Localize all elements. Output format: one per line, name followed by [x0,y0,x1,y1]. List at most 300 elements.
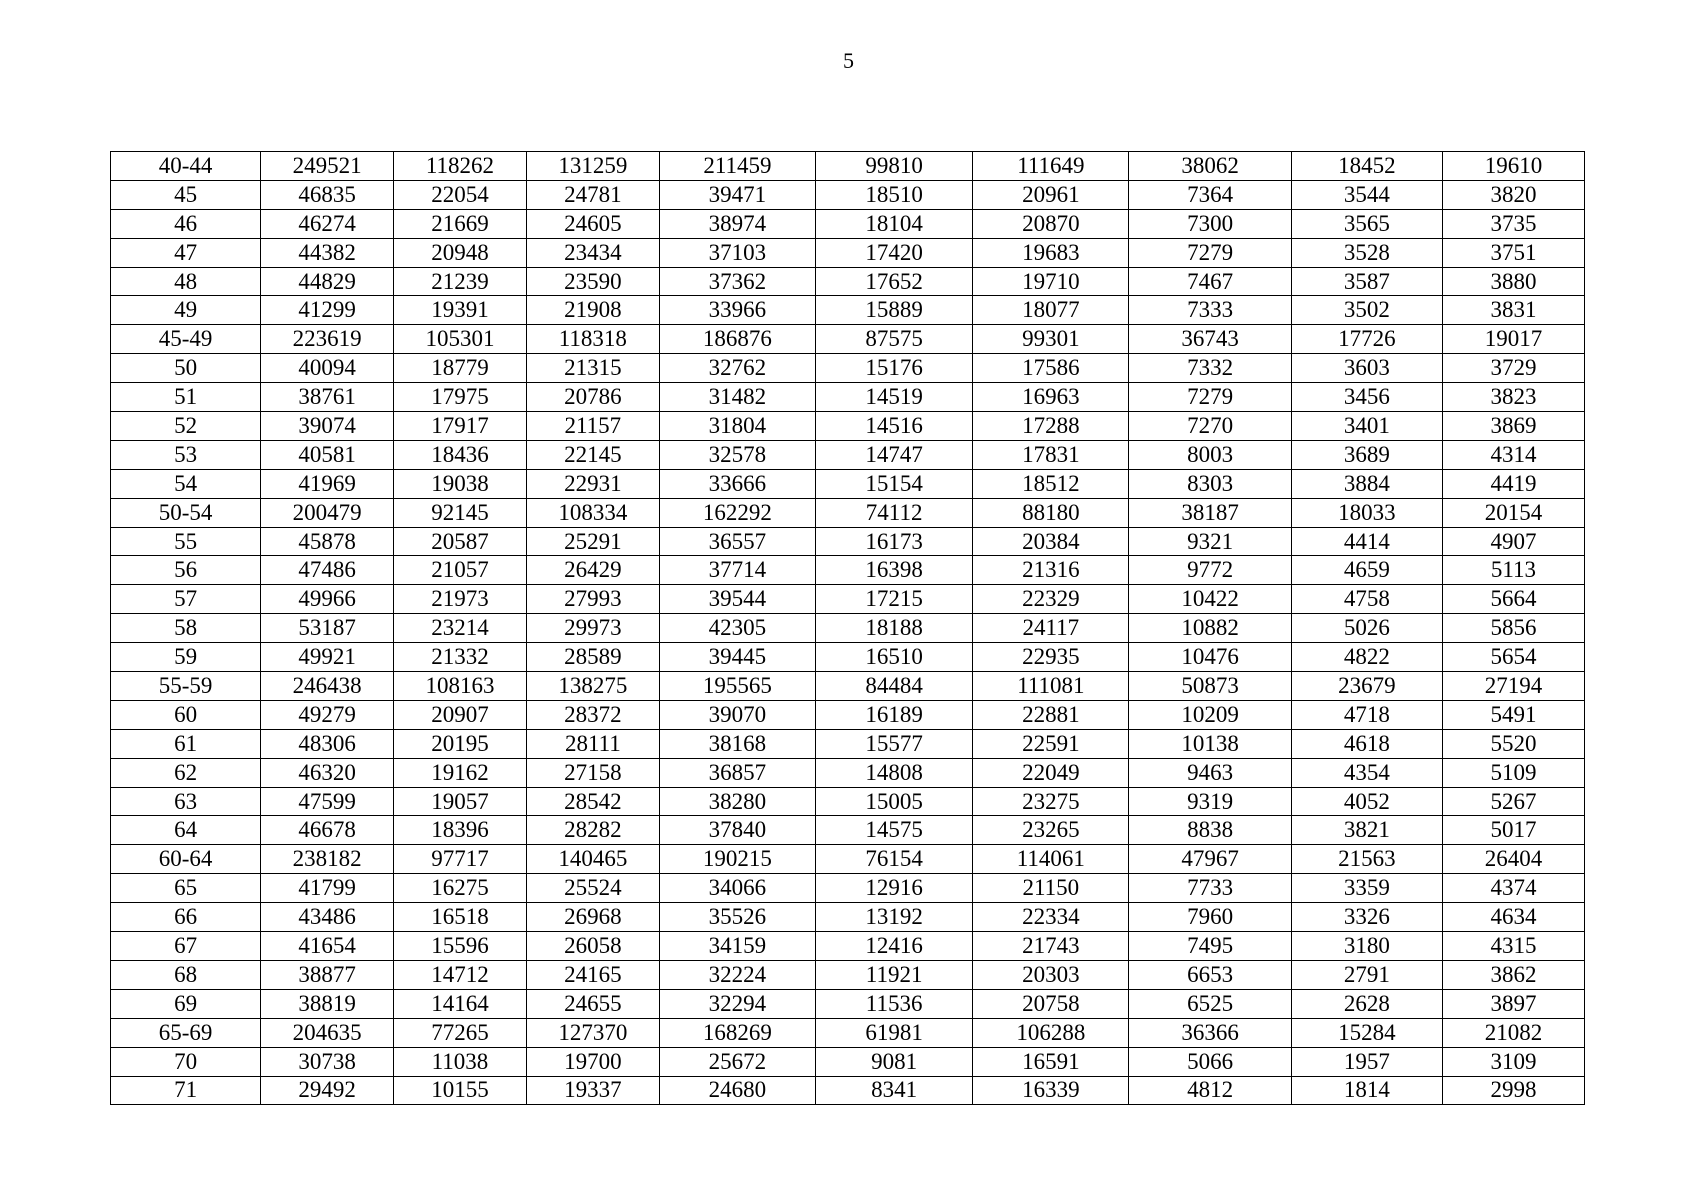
value-cell: 31482 [659,383,815,412]
value-cell: 7300 [1129,209,1291,238]
value-cell: 3831 [1442,296,1584,325]
value-cell: 3565 [1291,209,1442,238]
value-cell: 19337 [526,1076,659,1105]
value-cell: 10476 [1129,643,1291,672]
value-cell: 9463 [1129,758,1291,787]
value-cell: 19683 [973,238,1129,267]
value-cell: 4419 [1442,469,1584,498]
value-cell: 24781 [526,180,659,209]
value-cell: 40094 [261,354,394,383]
table-row [111,729,1585,758]
value-cell: 4354 [1291,758,1442,787]
value-cell: 3544 [1291,180,1442,209]
value-cell: 76154 [816,845,973,874]
value-cell: 18396 [394,816,527,845]
value-cell: 16963 [973,383,1129,412]
value-cell: 9081 [816,1047,973,1076]
value-cell: 24655 [526,989,659,1018]
age-cell: 60-64 [111,845,261,874]
value-cell: 32224 [659,960,815,989]
value-cell: 41654 [261,932,394,961]
age-cell: 71 [111,1076,261,1105]
value-cell: 23214 [394,614,527,643]
age-cell: 49 [111,296,261,325]
value-cell: 38280 [659,787,815,816]
value-cell: 16510 [816,643,973,672]
value-cell: 19038 [394,469,527,498]
value-cell: 24117 [973,614,1129,643]
value-cell: 16398 [816,556,973,585]
value-cell: 9772 [1129,556,1291,585]
value-cell: 5654 [1442,643,1584,672]
value-cell: 21669 [394,209,527,238]
value-cell: 17215 [816,585,973,614]
value-cell: 4822 [1291,643,1442,672]
value-cell: 20195 [394,729,527,758]
value-cell: 24165 [526,960,659,989]
value-cell: 6525 [1129,989,1291,1018]
table-row [111,383,1585,412]
value-cell: 42305 [659,614,815,643]
table-row [111,1047,1585,1076]
value-cell: 16173 [816,527,973,556]
table-row [111,267,1585,296]
value-cell: 21082 [1442,1018,1584,1047]
value-cell: 22049 [973,758,1129,787]
value-cell: 21973 [394,585,527,614]
value-cell: 97717 [394,845,527,874]
value-cell: 39544 [659,585,815,614]
value-cell: 3180 [1291,932,1442,961]
value-cell: 1957 [1291,1047,1442,1076]
value-cell: 3820 [1442,180,1584,209]
value-cell: 23590 [526,267,659,296]
value-cell: 28111 [526,729,659,758]
value-cell: 14808 [816,758,973,787]
value-cell: 29492 [261,1076,394,1105]
value-cell: 4052 [1291,787,1442,816]
value-cell: 10155 [394,1076,527,1105]
value-cell: 21057 [394,556,527,585]
value-cell: 18077 [973,296,1129,325]
value-cell: 16518 [394,903,527,932]
value-cell: 20907 [394,700,527,729]
value-cell: 14164 [394,989,527,1018]
value-cell: 3359 [1291,874,1442,903]
value-cell: 15889 [816,296,973,325]
value-cell: 22935 [973,643,1129,672]
value-cell: 3884 [1291,469,1442,498]
value-cell: 26968 [526,903,659,932]
age-cell: 65 [111,874,261,903]
age-cell: 54 [111,469,261,498]
value-cell: 108163 [394,672,527,701]
value-cell: 5113 [1442,556,1584,585]
value-cell: 28282 [526,816,659,845]
age-cell: 48 [111,267,261,296]
value-cell: 190215 [659,845,815,874]
table-row [111,614,1585,643]
value-cell: 28542 [526,787,659,816]
value-cell: 41799 [261,874,394,903]
value-cell: 49966 [261,585,394,614]
value-cell: 19162 [394,758,527,787]
table-row [111,960,1585,989]
value-cell: 8838 [1129,816,1291,845]
value-cell: 22329 [973,585,1129,614]
value-cell: 20587 [394,527,527,556]
value-cell: 168269 [659,1018,815,1047]
age-cell: 55 [111,527,261,556]
value-cell: 77265 [394,1018,527,1047]
value-cell: 20961 [973,180,1129,209]
value-cell: 19610 [1442,152,1584,181]
age-cell: 60 [111,700,261,729]
value-cell: 7960 [1129,903,1291,932]
value-cell: 5017 [1442,816,1584,845]
age-cell: 65-69 [111,1018,261,1047]
value-cell: 46678 [261,816,394,845]
value-cell: 4314 [1442,440,1584,469]
value-cell: 9321 [1129,527,1291,556]
table-row [111,758,1585,787]
value-cell: 22145 [526,440,659,469]
value-cell: 61981 [816,1018,973,1047]
value-cell: 21332 [394,643,527,672]
age-cell: 50-54 [111,498,261,527]
value-cell: 7279 [1129,383,1291,412]
value-cell: 15005 [816,787,973,816]
value-cell: 29973 [526,614,659,643]
value-cell: 38877 [261,960,394,989]
value-cell: 118318 [526,325,659,354]
value-cell: 23275 [973,787,1129,816]
value-cell: 20758 [973,989,1129,1018]
value-cell: 37714 [659,556,815,585]
value-cell: 44829 [261,267,394,296]
value-cell: 49279 [261,700,394,729]
value-cell: 21315 [526,354,659,383]
value-cell: 24605 [526,209,659,238]
value-cell: 131259 [526,152,659,181]
value-cell: 39074 [261,412,394,441]
value-cell: 3729 [1442,354,1584,383]
table-row [111,643,1585,672]
value-cell: 15577 [816,729,973,758]
table-row [111,354,1585,383]
value-cell: 162292 [659,498,815,527]
value-cell: 26429 [526,556,659,585]
value-cell: 50873 [1129,672,1291,701]
table-row [111,412,1585,441]
table-row [111,700,1585,729]
value-cell: 11536 [816,989,973,1018]
value-cell: 114061 [973,845,1129,874]
value-cell: 8003 [1129,440,1291,469]
age-cell: 52 [111,412,261,441]
value-cell: 36857 [659,758,815,787]
table-row [111,152,1585,181]
value-cell: 4718 [1291,700,1442,729]
value-cell: 22591 [973,729,1129,758]
value-cell: 3603 [1291,354,1442,383]
table-row [111,469,1585,498]
value-cell: 47486 [261,556,394,585]
value-cell: 10422 [1129,585,1291,614]
value-cell: 195565 [659,672,815,701]
table-row [111,440,1585,469]
value-cell: 18779 [394,354,527,383]
age-cell: 68 [111,960,261,989]
value-cell: 27194 [1442,672,1584,701]
value-cell: 20384 [973,527,1129,556]
table-row [111,180,1585,209]
value-cell: 24680 [659,1076,815,1105]
population-table [110,151,1585,1105]
value-cell: 99301 [973,325,1129,354]
value-cell: 22334 [973,903,1129,932]
age-cell: 47 [111,238,261,267]
value-cell: 33966 [659,296,815,325]
age-cell: 62 [111,758,261,787]
age-cell: 69 [111,989,261,1018]
value-cell: 3735 [1442,209,1584,238]
age-cell: 46 [111,209,261,238]
value-cell: 40581 [261,440,394,469]
value-cell: 3456 [1291,383,1442,412]
value-cell: 12416 [816,932,973,961]
value-cell: 246438 [261,672,394,701]
value-cell: 21908 [526,296,659,325]
table-row [111,556,1585,585]
value-cell: 138275 [526,672,659,701]
value-cell: 20870 [973,209,1129,238]
value-cell: 30738 [261,1047,394,1076]
value-cell: 106288 [973,1018,1129,1047]
age-cell: 55-59 [111,672,261,701]
value-cell: 18188 [816,614,973,643]
value-cell: 3326 [1291,903,1442,932]
value-cell: 84484 [816,672,973,701]
age-cell: 66 [111,903,261,932]
value-cell: 17288 [973,412,1129,441]
value-cell: 38819 [261,989,394,1018]
value-cell: 17975 [394,383,527,412]
value-cell: 48306 [261,729,394,758]
value-cell: 7279 [1129,238,1291,267]
value-cell: 19017 [1442,325,1584,354]
value-cell: 20303 [973,960,1129,989]
value-cell: 14519 [816,383,973,412]
value-cell: 41969 [261,469,394,498]
age-cell: 64 [111,816,261,845]
age-cell: 59 [111,643,261,672]
value-cell: 27158 [526,758,659,787]
age-cell: 50 [111,354,261,383]
value-cell: 18452 [1291,152,1442,181]
value-cell: 28589 [526,643,659,672]
table-row [111,932,1585,961]
value-cell: 3502 [1291,296,1442,325]
value-cell: 25672 [659,1047,815,1076]
value-cell: 3401 [1291,412,1442,441]
table-row [111,296,1585,325]
value-cell: 21743 [973,932,1129,961]
page-number: 5 [843,48,854,73]
value-cell: 39471 [659,180,815,209]
value-cell: 26404 [1442,845,1584,874]
value-cell: 39070 [659,700,815,729]
value-cell: 19700 [526,1047,659,1076]
value-cell: 16189 [816,700,973,729]
age-cell: 57 [111,585,261,614]
value-cell: 5026 [1291,614,1442,643]
value-cell: 41299 [261,296,394,325]
value-cell: 3587 [1291,267,1442,296]
value-cell: 14712 [394,960,527,989]
value-cell: 17420 [816,238,973,267]
value-cell: 111081 [973,672,1129,701]
table-row [111,238,1585,267]
age-cell: 61 [111,729,261,758]
value-cell: 8341 [816,1076,973,1105]
value-cell: 4315 [1442,932,1584,961]
value-cell: 4659 [1291,556,1442,585]
age-cell: 67 [111,932,261,961]
table-row [111,989,1585,1018]
age-cell: 63 [111,787,261,816]
value-cell: 16591 [973,1047,1129,1076]
value-cell: 10138 [1129,729,1291,758]
value-cell: 2628 [1291,989,1442,1018]
value-cell: 20948 [394,238,527,267]
value-cell: 7333 [1129,296,1291,325]
value-cell: 12916 [816,874,973,903]
table-row [111,1018,1585,1047]
value-cell: 21239 [394,267,527,296]
value-cell: 7364 [1129,180,1291,209]
value-cell: 74112 [816,498,973,527]
value-cell: 5109 [1442,758,1584,787]
table-row [111,672,1585,701]
value-cell: 20154 [1442,498,1584,527]
value-cell: 15596 [394,932,527,961]
value-cell: 22054 [394,180,527,209]
value-cell: 47599 [261,787,394,816]
value-cell: 4414 [1291,527,1442,556]
value-cell: 25291 [526,527,659,556]
value-cell: 22931 [526,469,659,498]
value-cell: 16339 [973,1076,1129,1105]
value-cell: 17652 [816,267,973,296]
value-cell: 223619 [261,325,394,354]
value-cell: 38062 [1129,152,1291,181]
value-cell: 7495 [1129,932,1291,961]
value-cell: 23265 [973,816,1129,845]
table-row [111,874,1585,903]
value-cell: 23434 [526,238,659,267]
value-cell: 2791 [1291,960,1442,989]
value-cell: 249521 [261,152,394,181]
value-cell: 18033 [1291,498,1442,527]
value-cell: 35526 [659,903,815,932]
value-cell: 21316 [973,556,1129,585]
table-row [111,816,1585,845]
value-cell: 17831 [973,440,1129,469]
value-cell: 17917 [394,412,527,441]
value-cell: 1814 [1291,1076,1442,1105]
table-row [111,498,1585,527]
value-cell: 19710 [973,267,1129,296]
value-cell: 3689 [1291,440,1442,469]
value-cell: 3528 [1291,238,1442,267]
value-cell: 46274 [261,209,394,238]
value-cell: 111649 [973,152,1129,181]
table-row [111,1076,1585,1105]
age-cell: 45 [111,180,261,209]
value-cell: 5267 [1442,787,1584,816]
value-cell: 19057 [394,787,527,816]
age-cell: 51 [111,383,261,412]
value-cell: 34159 [659,932,815,961]
age-cell: 53 [111,440,261,469]
value-cell: 13192 [816,903,973,932]
table-row [111,903,1585,932]
value-cell: 3869 [1442,412,1584,441]
value-cell: 7733 [1129,874,1291,903]
value-cell: 108334 [526,498,659,527]
value-cell: 140465 [526,845,659,874]
value-cell: 3109 [1442,1047,1584,1076]
value-cell: 36557 [659,527,815,556]
value-cell: 32762 [659,354,815,383]
value-cell: 5520 [1442,729,1584,758]
age-cell: 45-49 [111,325,261,354]
value-cell: 11921 [816,960,973,989]
value-cell: 21157 [526,412,659,441]
value-cell: 53187 [261,614,394,643]
value-cell: 11038 [394,1047,527,1076]
value-cell: 21563 [1291,845,1442,874]
value-cell: 3821 [1291,816,1442,845]
value-cell: 5856 [1442,614,1584,643]
value-cell: 17586 [973,354,1129,383]
value-cell: 18512 [973,469,1129,498]
value-cell: 38168 [659,729,815,758]
age-cell: 58 [111,614,261,643]
value-cell: 32578 [659,440,815,469]
value-cell: 3897 [1442,989,1584,1018]
value-cell: 118262 [394,152,527,181]
table-row [111,325,1585,354]
table-row [111,527,1585,556]
value-cell: 18510 [816,180,973,209]
value-cell: 27993 [526,585,659,614]
value-cell: 7270 [1129,412,1291,441]
age-cell: 70 [111,1047,261,1076]
value-cell: 44382 [261,238,394,267]
table-row [111,845,1585,874]
value-cell: 31804 [659,412,815,441]
value-cell: 88180 [973,498,1129,527]
value-cell: 37840 [659,816,815,845]
value-cell: 5491 [1442,700,1584,729]
value-cell: 36366 [1129,1018,1291,1047]
value-cell: 14747 [816,440,973,469]
age-cell: 56 [111,556,261,585]
age-cell: 40-44 [111,152,261,181]
value-cell: 18104 [816,209,973,238]
